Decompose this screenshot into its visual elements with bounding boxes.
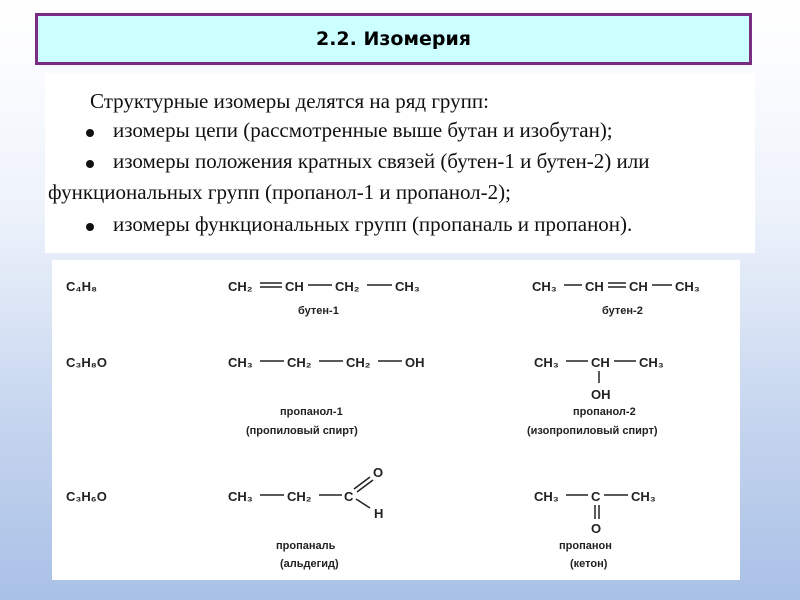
chemistry-structures-panel bbox=[52, 260, 740, 580]
row2-right-atom-oh: OH bbox=[591, 387, 611, 402]
row3-formula: C₃H₆O bbox=[66, 489, 107, 504]
row3-left-atom-2: CH₂ bbox=[287, 489, 312, 504]
row3-left-atom-c: C bbox=[344, 489, 354, 504]
row2-right-atom-2: CH bbox=[591, 355, 610, 370]
row3-left-double-bond-b bbox=[357, 480, 373, 492]
row1-right-atom-1: CH₃ bbox=[532, 279, 557, 294]
slide-title-text: 2.2. Изомерия bbox=[315, 28, 471, 50]
bullet-3-text: изомеры функциональных групп (пропаналь и пропанон). bbox=[113, 212, 633, 236]
row3-right-name: пропанон bbox=[559, 540, 612, 552]
row1-right-atom-4: CH₃ bbox=[675, 279, 700, 294]
row3-right-note: (кетон) bbox=[570, 558, 608, 570]
row3-left-note: (альдегид) bbox=[280, 558, 339, 570]
row1-left-atom-4: CH₃ bbox=[395, 279, 420, 294]
row3-right-atom-1: CH₃ bbox=[534, 489, 559, 504]
row2-right-atom-3: CH₃ bbox=[639, 355, 664, 370]
row2-left-atom-1: CH₃ bbox=[228, 355, 253, 370]
row1-left-atom-1: CH₂ bbox=[228, 279, 253, 294]
row3-left-atom-1: CH₃ bbox=[228, 489, 253, 504]
row2-left-name: пропанол-1 bbox=[280, 406, 343, 418]
text-panel bbox=[45, 73, 755, 253]
row2-right-atom-1: CH₃ bbox=[534, 355, 559, 370]
bullet-1-text: изомеры цепи (рассмотренные выше бутан и изобутан); bbox=[113, 118, 613, 142]
bullet-2-continuation: функциональных групп (пропанол-1 и пропанол-2); bbox=[48, 180, 511, 204]
row3-left-atom-o: O bbox=[373, 465, 384, 480]
row3-right-atom-c: C bbox=[591, 489, 601, 504]
row2-right-name: пропанол-2 bbox=[573, 406, 636, 418]
row1-formula: C₄H₈ bbox=[66, 279, 98, 294]
row1-right-atom-2: CH bbox=[585, 279, 604, 294]
bullet-2-dot bbox=[86, 160, 94, 168]
row3-left-double-bond-a bbox=[354, 477, 370, 489]
row2-left-atom-3: CH₂ bbox=[346, 355, 371, 370]
chemistry-structures-svg bbox=[52, 260, 740, 580]
row1-right-atom-3: CH bbox=[629, 279, 648, 294]
row2-right-note: (изопропиловый спирт) bbox=[527, 425, 658, 437]
row1-left-name: бутен-1 bbox=[298, 305, 339, 317]
row3-left-name: пропаналь bbox=[276, 540, 336, 552]
row3-right-atom-3: CH₃ bbox=[631, 489, 656, 504]
row2-left-atom-4: OH bbox=[405, 355, 425, 370]
slide-title bbox=[35, 13, 752, 65]
bullet-1-dot bbox=[86, 129, 94, 137]
row2-left-note: (пропиловый спирт) bbox=[246, 425, 358, 437]
row3-right-atom-o: O bbox=[591, 521, 602, 536]
row3-left-bond-h bbox=[356, 499, 370, 508]
row2-formula: C₃H₈O bbox=[66, 355, 107, 370]
row1-right-name: бутен-2 bbox=[602, 305, 643, 317]
row1-left-atom-3: CH₂ bbox=[335, 279, 360, 294]
intro-line: Структурные изомеры делятся на ряд групп: bbox=[90, 89, 489, 113]
bullet-3-dot bbox=[86, 223, 94, 231]
bullet-2-text: изомеры положения кратных связей (бутен-1 и бутен-2) или bbox=[113, 149, 650, 173]
row1-left-atom-2: CH bbox=[285, 279, 304, 294]
row2-left-atom-2: CH₂ bbox=[287, 355, 312, 370]
row3-left-atom-h: H bbox=[374, 506, 384, 521]
